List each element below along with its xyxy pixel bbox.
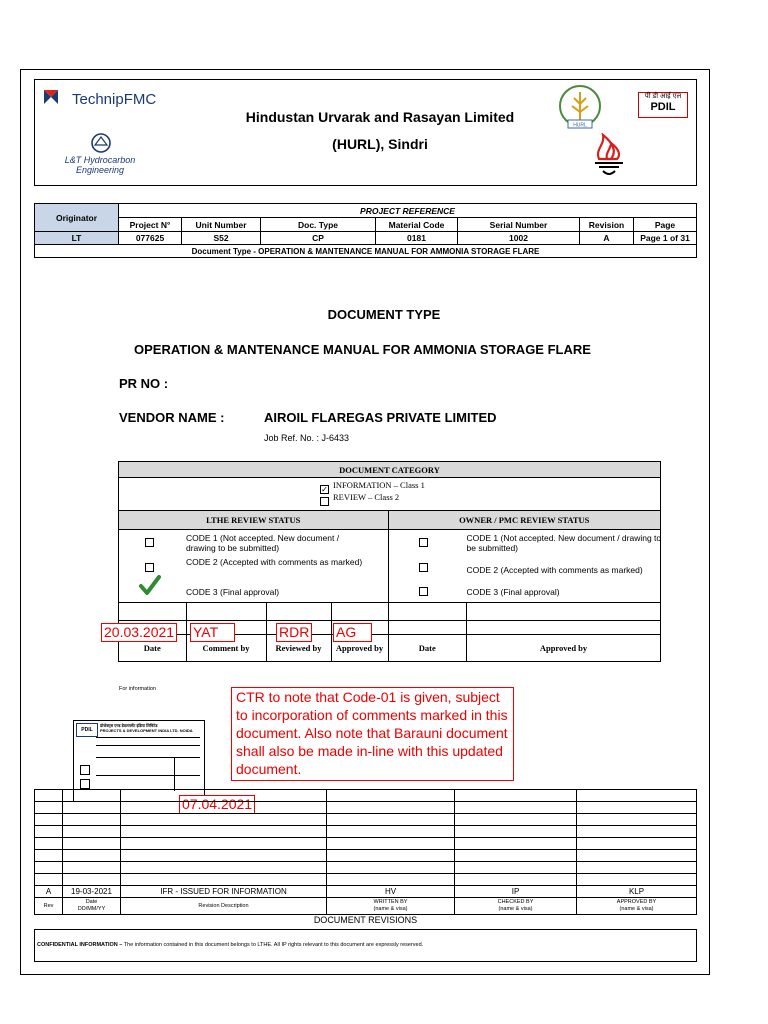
rev-date: 19-03-2021 <box>63 886 121 898</box>
owner-code1-checkbox[interactable] <box>419 538 428 547</box>
rev-value: A <box>35 886 63 898</box>
owner-code2-checkbox[interactable] <box>419 563 428 572</box>
ref-val-4: 1002 <box>458 232 580 245</box>
rev-approved-by: KLP <box>577 886 697 898</box>
project-reference-table <box>34 203 697 258</box>
reviewed-by-label: Reviewed by <box>266 635 331 662</box>
review-class-label: REVIEW – Class 2 <box>333 492 400 502</box>
stamp-reviewed-by: RDR <box>276 623 312 642</box>
project-reference-label: PROJECT REFERENCE <box>119 204 697 218</box>
approved-by-label: Approved by <box>331 635 388 662</box>
ref-col-6: Page <box>634 218 697 232</box>
owner-code3: CODE 3 (Final approval) <box>466 587 560 597</box>
company-subtitle: (HURL), Sindri <box>332 136 428 152</box>
company-title: Hindustan Urvarak and Rasayan Limited <box>245 109 515 125</box>
ref-col-3: Material Code <box>376 218 458 232</box>
doc-type-heading: DOCUMENT TYPE <box>327 307 441 322</box>
info-class-label: INFORMATION – Class 1 <box>333 480 425 490</box>
lthe-review-heading: LTHE REVIEW STATUS <box>119 511 389 530</box>
ref-val-3: 0181 <box>376 232 458 245</box>
ctr-note: CTR to note that Code-01 is given, subject to incorporation of comments marked in this document. Also note that Barauni document shall also be made in-line with this updated document. <box>231 687 514 781</box>
owner-approved-label: Approved by <box>467 635 661 662</box>
lthe-code2: CODE 2 (Accepted with comments as marked) <box>186 557 363 567</box>
ref-val-5: A <box>580 232 634 245</box>
originator-label: Originator <box>35 204 119 232</box>
manual-title: OPERATION & MANTENANCE MANUAL FOR AMMONIA STORAGE FLARE <box>134 342 591 357</box>
confidential-block <box>34 929 697 962</box>
revisions-table: A 19-03-2021 IFR - ISSUED FOR INFORMATION HV IP KLP Rev Date DD/MM/YY Revision Description WRITTEN BY (name & visa) CHECKED BY (name & visa) APPROVED BY (name & visa) DOCUMENT REVISIONS <box>34 789 697 925</box>
stamp-approved-by: AG <box>333 623 372 642</box>
col-description-label: Revision Description <box>121 898 327 915</box>
comment-by-label: Comment by <box>186 635 266 662</box>
pdil-review-stamp: प्रोजेक्ट्स एण्ड डेवलपमेंट इंडिया लिमिटेड PROJECTS & DEVELOPMENT INDIA LTD. NOIDA PDIL <box>73 720 205 802</box>
owner-code2: CODE 2 (Accepted with comments as marked) <box>466 565 643 575</box>
stamp-date: 20.03.2021 <box>101 623 177 642</box>
confidential-label: CONFIDENTIAL INFORMATION – <box>37 942 123 948</box>
pr-no-label: PR NO : <box>119 376 169 391</box>
lthe-code1-checkbox[interactable] <box>145 538 154 547</box>
rev-written-by: HV <box>327 886 455 898</box>
owner-code3-checkbox[interactable] <box>419 587 428 596</box>
originator-value: LT <box>35 232 119 245</box>
ref-val-0: 077625 <box>119 232 182 245</box>
revisions-footer: DOCUMENT REVISIONS <box>313 915 418 925</box>
owner-code1: CODE 1 (Not accepted. New document / drawing to be submitted) <box>466 533 662 553</box>
date-label: Date <box>119 635 187 662</box>
owner-date-label: Date <box>388 635 467 662</box>
ref-col-1: Unit Number <box>182 218 261 232</box>
info-checkbox[interactable]: ✓ <box>321 485 328 494</box>
review-checkbox[interactable] <box>320 497 329 506</box>
ref-val-6: Page 1 of 31 <box>634 232 697 245</box>
owner-review-heading: OWNER / PMC REVIEW STATUS <box>388 511 661 530</box>
rev-checked-by: IP <box>455 886 577 898</box>
green-check-icon <box>139 574 161 596</box>
ref-val-1: S52 <box>182 232 261 245</box>
hurl-badge-text: HURL <box>573 122 587 129</box>
rev-description: IFR - ISSUED FOR INFORMATION <box>121 886 327 898</box>
col-rev-label: Rev <box>35 898 63 915</box>
for-information-note: For information <box>119 686 156 692</box>
ref-val-2: CP <box>261 232 376 245</box>
lt-name: L&T Hydrocarbon Engineering <box>64 155 136 175</box>
ref-col-4: Serial Number <box>458 218 580 232</box>
lthe-code2-checkbox[interactable] <box>145 563 154 572</box>
stamp-comment-by: YAT <box>190 623 235 642</box>
lthe-code1: CODE 1 (Not accepted. New document / drawing to be submitted) <box>186 533 340 553</box>
stamp-review-date: 07.04.2021 <box>179 795 255 814</box>
pdil-logo: पी डी आई एल PDIL <box>638 92 688 118</box>
doc-type-line: Document Type - OPERATION & MANTENANCE MANUAL FOR AMMONIA STORAGE FLARE <box>35 245 697 258</box>
lt-logo-icon <box>90 132 112 154</box>
vendor-label: VENDOR NAME : <box>119 410 225 425</box>
ref-col-0: Project N° <box>119 218 182 232</box>
vendor-name: AIROIL FLAREGAS PRIVATE LIMITED <box>264 410 497 425</box>
lthe-code3: CODE 3 (Final approval) <box>186 587 280 597</box>
job-ref: Job Ref. No. : J-6433 <box>264 433 350 443</box>
confidential-text: The information contained in this document belongs to LTHE. All IP rights relevant to this document are expressly reserved. <box>123 942 424 948</box>
technipfmc-name: TechnipFMC <box>72 91 157 108</box>
ref-col-2: Doc. Type <box>261 218 376 232</box>
ref-col-5: Revision <box>580 218 634 232</box>
technipfmc-logo-icon <box>44 90 58 104</box>
hurl-logo-icon <box>552 84 608 132</box>
flame-logo-icon <box>591 133 627 179</box>
category-heading: DOCUMENT CATEGORY <box>119 462 661 478</box>
